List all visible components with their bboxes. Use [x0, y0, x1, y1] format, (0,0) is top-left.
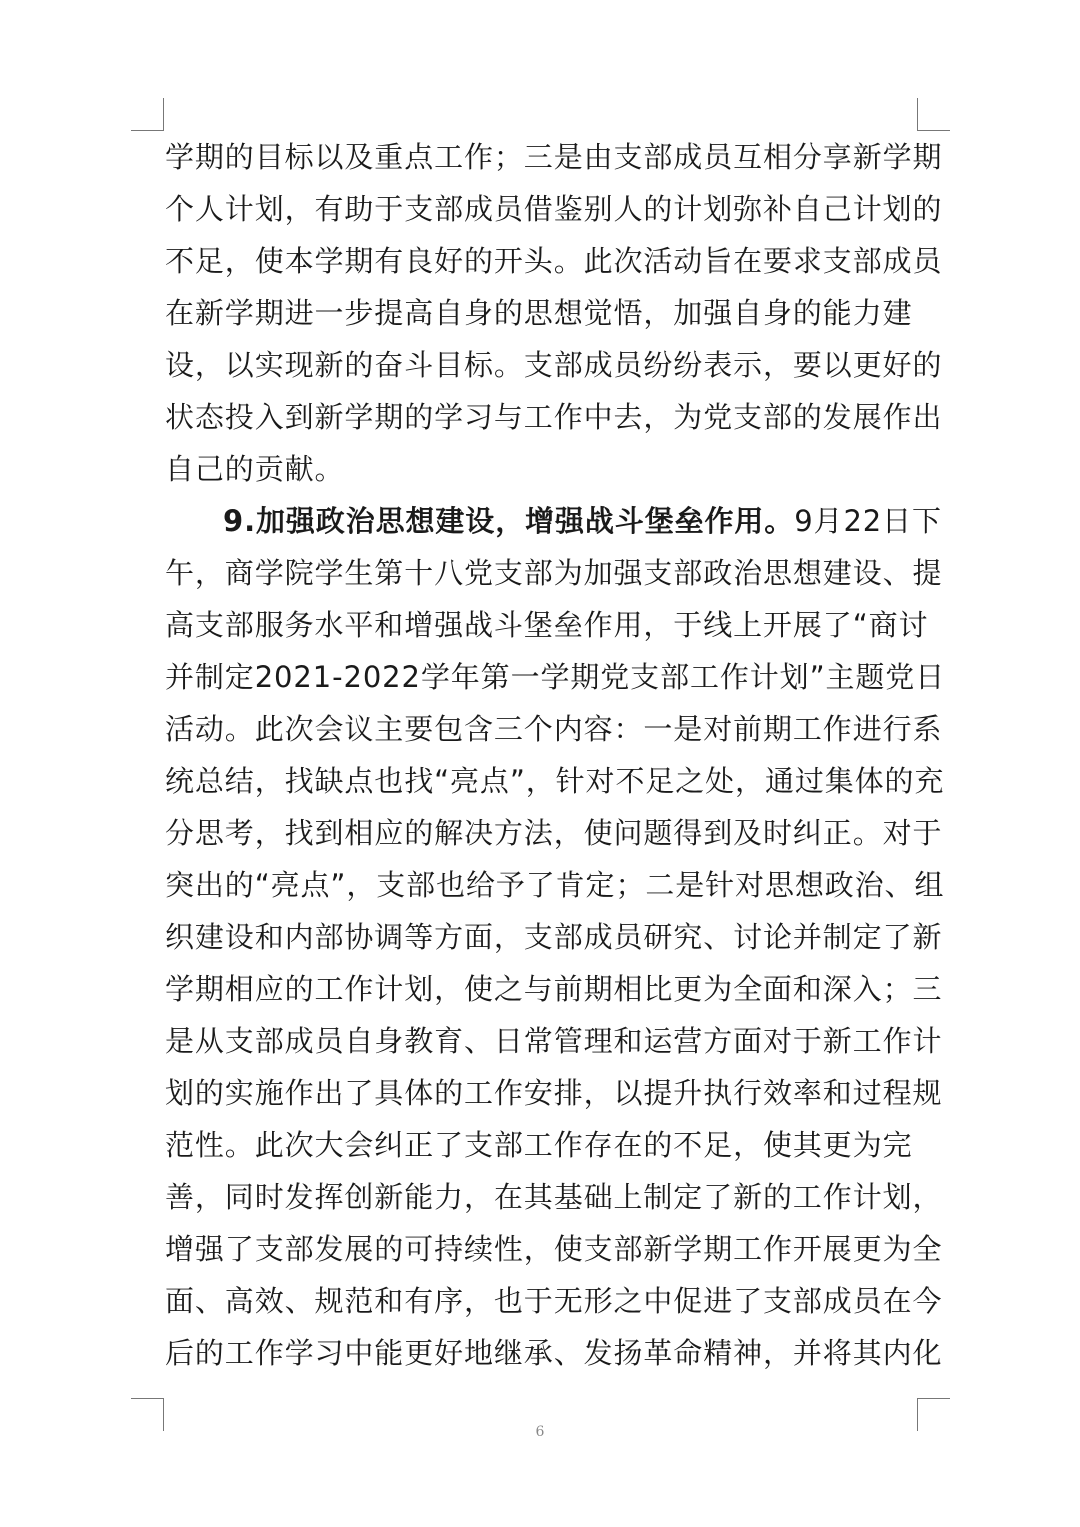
text-line: 是从支部成员自身教育、日常管理和运营方面对于新工作计	[165, 1024, 943, 1058]
text-line: 善，同时发挥创新能力，在其基础上制定了新的工作计划，	[165, 1180, 943, 1214]
section-9-first-line	[165, 495, 942, 547]
text-line: 面、高效、规范和有序，也于无形之中促进了支部成员在今	[165, 1284, 943, 1318]
text-line: 个人计划，有助于支部成员借鉴别人的计划弥补自己计划的	[165, 192, 943, 226]
text-line: 范性。此次大会纠正了支部工作存在的不足，使其更为完	[165, 1128, 913, 1162]
text-line: 增强了支部发展的可持续性，使支部新学期工作开展更为全	[165, 1232, 943, 1266]
margin-mark-top-left	[131, 98, 164, 131]
margin-mark-top-right	[917, 98, 950, 131]
text-line: 活动。此次会议主要包含三个内容：一是对前期工作进行系	[165, 712, 943, 746]
text-line: 统总结，找缺点也找“亮点”，针对不足之处，通过集体的充	[165, 764, 945, 798]
text-line: 突出的“亮点”，支部也给予了肯定；二是针对思想政治、组	[165, 868, 945, 902]
document-body	[165, 131, 946, 1379]
text-line: 午，商学院学生第十八党支部为加强支部政治思想建设、提	[165, 556, 943, 590]
section-9-first-line-rest: 9月22日下	[794, 504, 942, 538]
text-line: 设，以实现新的奋斗目标。支部成员纷纷表示，要以更好的	[165, 348, 943, 382]
text-line: 不足，使本学期有良好的开头。此次活动旨在要求支部成员	[165, 244, 943, 278]
text-line: 学期相应的工作计划，使之与前期相比更为全面和深入；三	[165, 972, 943, 1006]
text-line: 后的工作学习中能更好地继承、发扬革命精神，并将其内化	[165, 1336, 943, 1370]
text-line: 学期的目标以及重点工作；三是由支部成员互相分享新学期	[165, 140, 943, 174]
text-line: 并制定2021-2022学年第一学期党支部工作计划”主题党日	[165, 660, 946, 694]
section-9-heading: 9.加强政治思想建设，增强战斗堡垒作用。	[223, 504, 795, 538]
text-line: 分思考，找到相应的解决方法，使问题得到及时纠正。对于	[165, 816, 943, 850]
page-number: 6	[535, 1424, 545, 1440]
text-line: 状态投入到新学期的学习与工作中去，为党支部的发展作出	[165, 400, 943, 434]
text-line: 织建设和内部协调等方面，支部成员研究、讨论并制定了新	[165, 920, 943, 954]
text-line: 在新学期进一步提高自身的思想觉悟，加强自身的能力建	[165, 296, 913, 330]
text-line: 划的实施作出了具体的工作安排，以提升执行效率和过程规	[165, 1076, 943, 1110]
text-line: 自己的贡献。	[165, 452, 345, 486]
text-line: 高支部服务水平和增强战斗堡垒作用，于线上开展了“商讨	[165, 608, 929, 642]
